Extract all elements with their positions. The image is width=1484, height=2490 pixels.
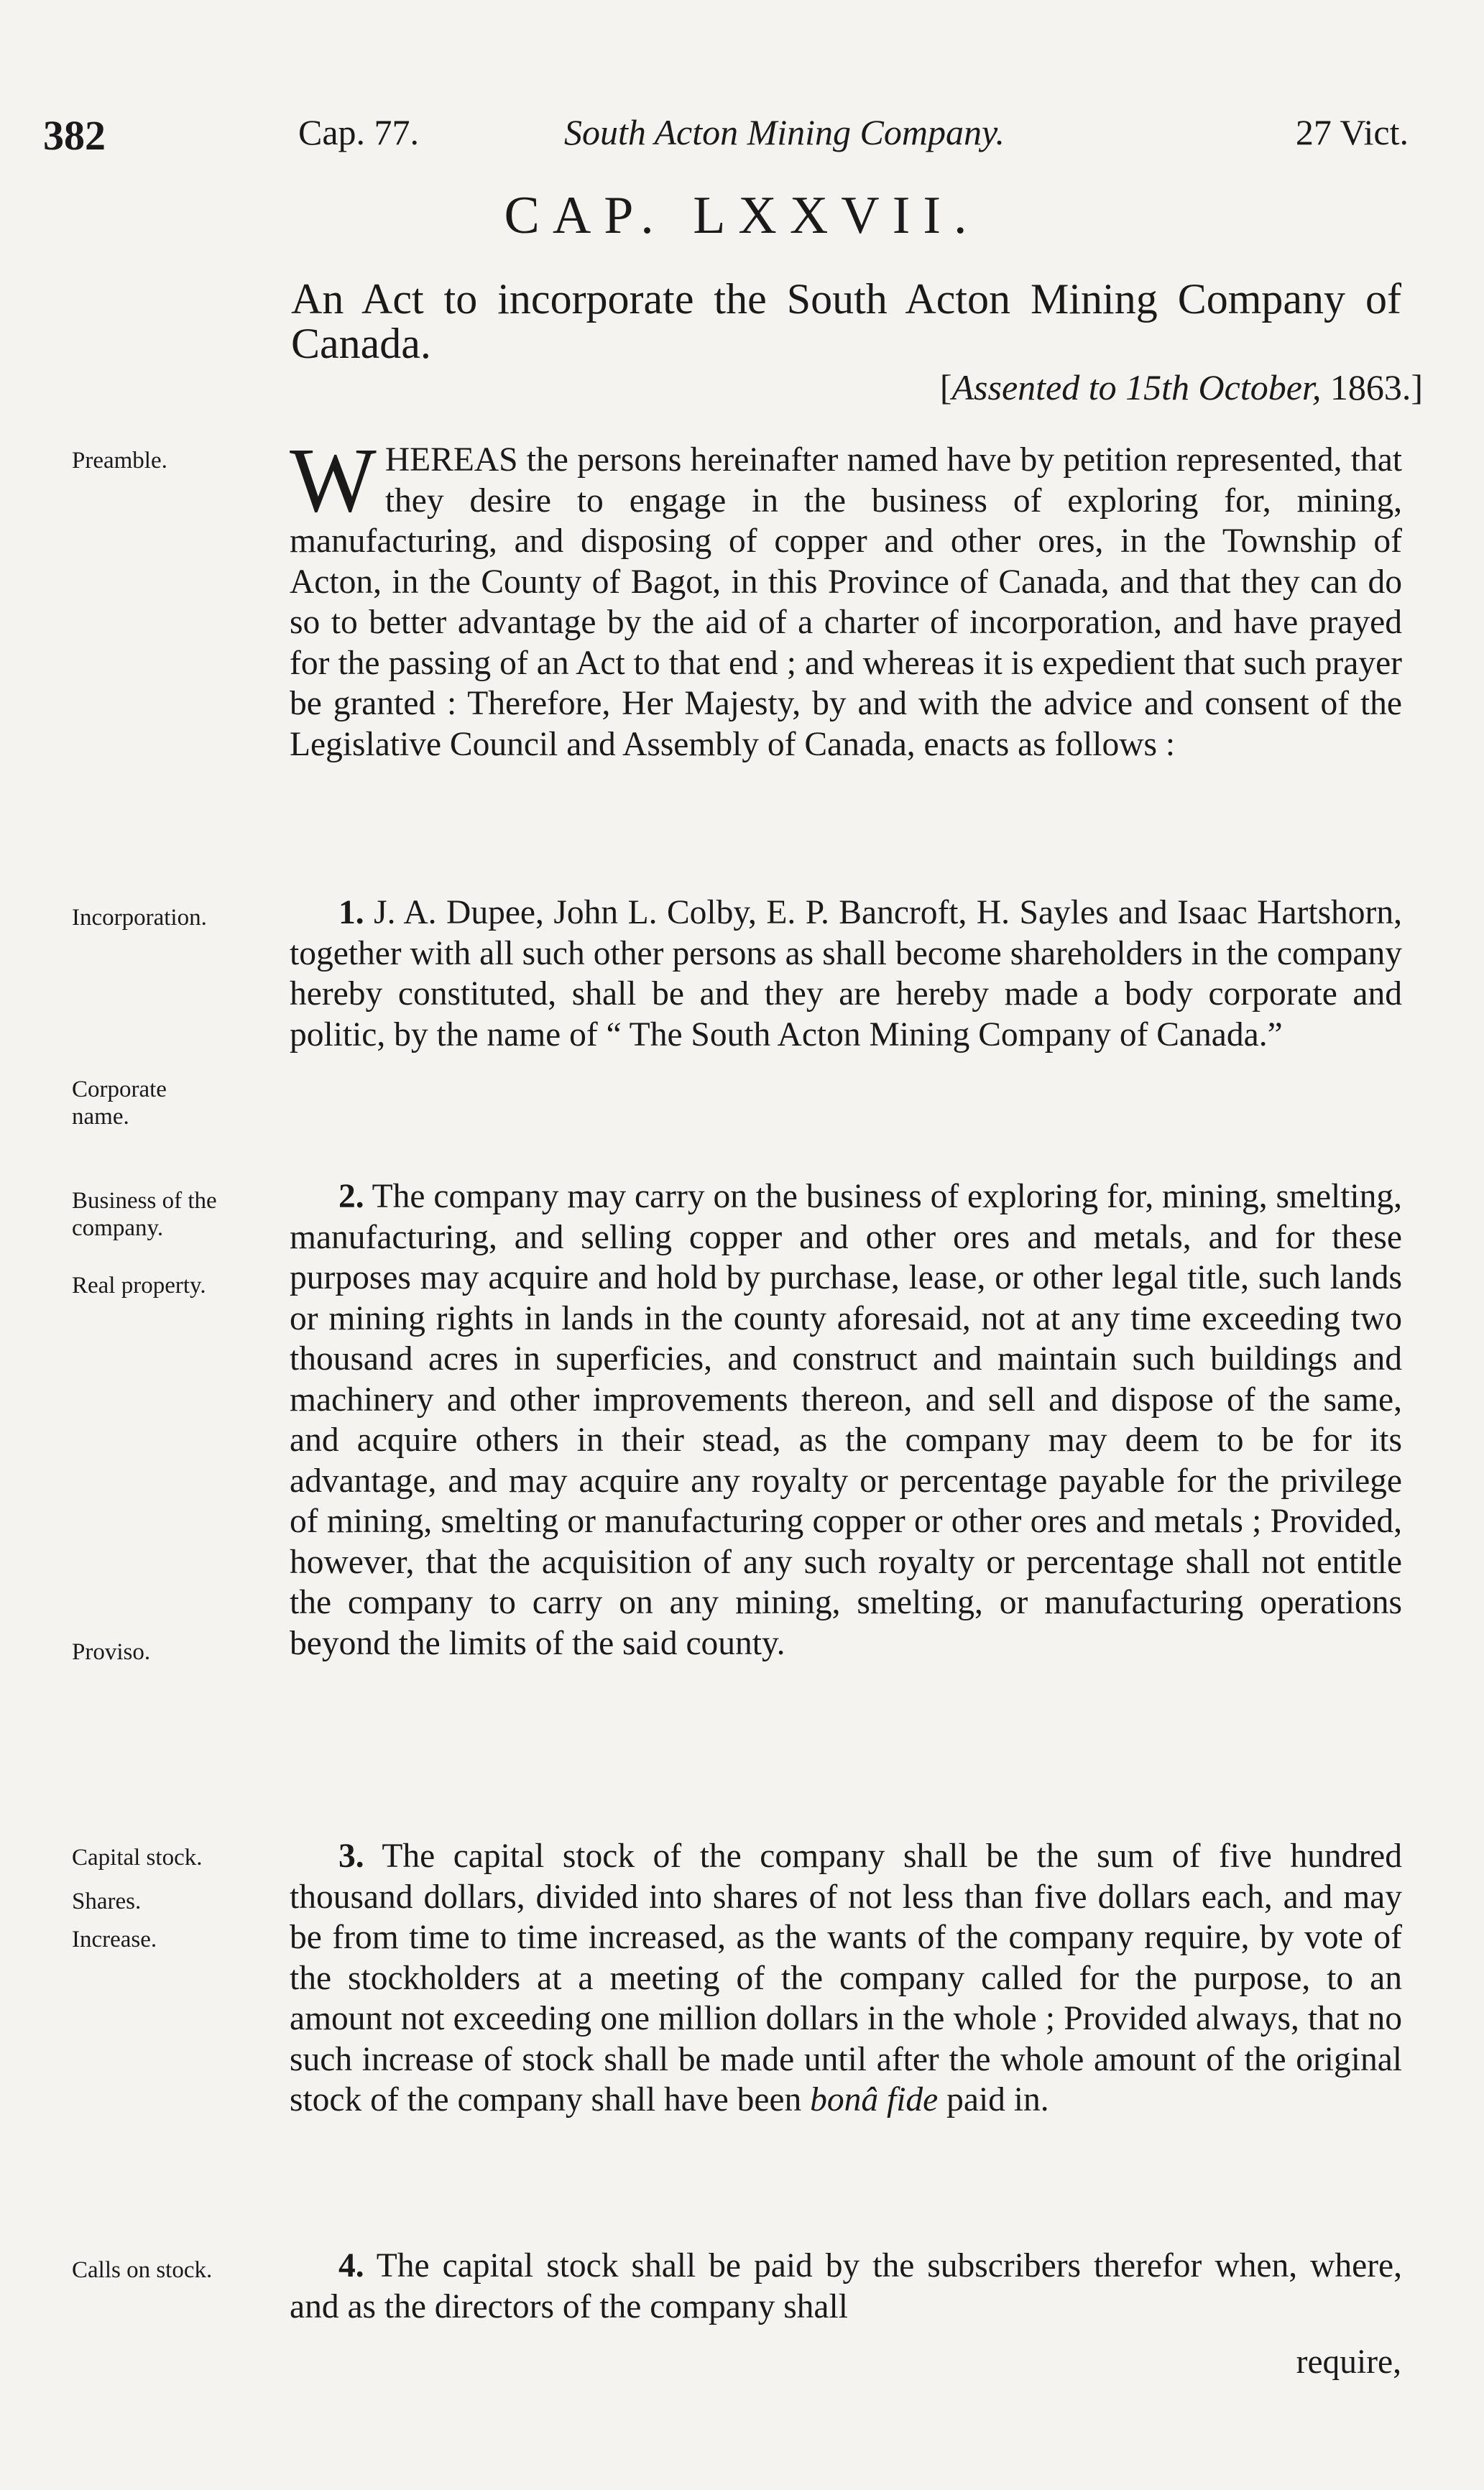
section-1-number: 1.: [338, 894, 364, 931]
assent-year: 1863.: [1329, 367, 1411, 407]
section-3-number: 3.: [338, 1837, 364, 1875]
section-3-italic: bonâ fide: [810, 2081, 939, 2118]
assent-text: Assented to 15th October,: [951, 367, 1322, 407]
margin-note-preamble: Preamble.: [72, 448, 167, 474]
assent-close-bracket: ]: [1411, 367, 1423, 407]
section-4-text: The capital stock shall be paid by the subscribers therefor when, where, and as the directors of the company shall: [290, 2247, 1402, 2325]
section-4-number: 4.: [338, 2247, 364, 2284]
section-1-text: J. A. Dupee, John L. Colby, E. P. Bancroft, H. Sayles and Isaac Hartshorn, together with all such other persons as shall become shareholders in the company hereby constituted, shall be and they are hereby made a body corporate and politic, by the name of “ The South Acton Mining Company of Canada.”: [290, 894, 1403, 1053]
margin-note-incorporation: Incorporation.: [72, 905, 207, 931]
section-3: [290, 1836, 1402, 2121]
running-header: [43, 111, 1409, 176]
chapter-label: Cap. 77.: [298, 112, 420, 152]
catchword: require,: [1296, 2343, 1401, 2381]
assent-open-bracket: [: [939, 367, 952, 407]
chapter-title: CAP. LXXVII.: [504, 186, 980, 245]
margin-note-real-property: Real property.: [72, 1273, 206, 1299]
section-2-number: 2.: [338, 1178, 364, 1215]
page-number: 382: [43, 112, 106, 159]
section-4: [290, 2246, 1402, 2327]
assent-date: [940, 366, 1423, 408]
margin-note-corporate-name: Corporate name.: [72, 1076, 167, 1130]
section-2: [290, 1176, 1402, 1664]
running-title: South Acton Mining Company.: [564, 112, 1005, 152]
margin-note-capital-stock: Capital stock.: [72, 1845, 203, 1871]
section-2-text: The company may carry on the business of exploring for, mining, smelting, manufacturing, and selling copper and other ores and metals, and for these purposes may acquire and hold by purchase, lease, or other legal title, such lands or mining rights in lands in the county aforesaid, not at any time exceeding two thousand acres in superficies, and construct and maintain such buildings and machinery and other improvements thereon, and sell and dispose of the same, and acquire others in their stead, as the company may deem to be for its advantage, and may acquire any royalty or percentage payable for the privilege of mining, smelting or manufacturing copper or other ores and metals ; Provided, however, that the acquisition of any such royalty or percentage shall not entitle the company to carry on any mining, smelting, or manufacturing operations beyond the limits of the said county.: [290, 1178, 1403, 1662]
preamble-text: HEREAS the persons hereinafter named have by petition represented, that they desire to engage in the business of exploring for, mining, manufacturing, and disposing of copper and other ores, in the Township of Acton, in the County of Bagot, in this Province of Canada, and that they can do so to better advantage by the aid of a charter of incorporation, and have prayed for the passing of an Act to that end ; and whereas it is expedient that such prayer be granted : Therefore, Her Majesty, by and with the advice and consent of the Legislative Council and Assembly of Canada, enacts as follows :: [290, 441, 1402, 763]
preamble-paragraph: [290, 429, 1402, 765]
section-3-text-end: paid in.: [946, 2081, 1049, 2118]
section-3-text: The capital stock of the company shall be the sum of five hundred thousand dollars, divided into shares of not less than five dollars each, and may be from time to time increased, as the wants of the company require, by vote of the stockholders at a meeting of the company called for the purpose, to an amount not exceeding one million dollars in the whole ; Provided always, that no such increase of stock shall be made until after the whole amount of the original stock of the company shall have been: [290, 1837, 1402, 2118]
section-1: [290, 893, 1402, 1055]
regnal-year: 27 Vict.: [1295, 112, 1409, 152]
act-title: An Act to incorporate the South Acton Mining Company of Canada.: [291, 275, 1401, 367]
margin-note-business: Business of the company.: [72, 1188, 217, 1241]
margin-note-proviso: Proviso.: [72, 1639, 151, 1665]
margin-note-calls-on-stock: Calls on stock.: [72, 2257, 213, 2283]
margin-note-increase: Increase.: [72, 1927, 157, 1952]
drop-cap-initial: W: [290, 429, 377, 531]
margin-note-shares: Shares.: [72, 1889, 142, 1914]
